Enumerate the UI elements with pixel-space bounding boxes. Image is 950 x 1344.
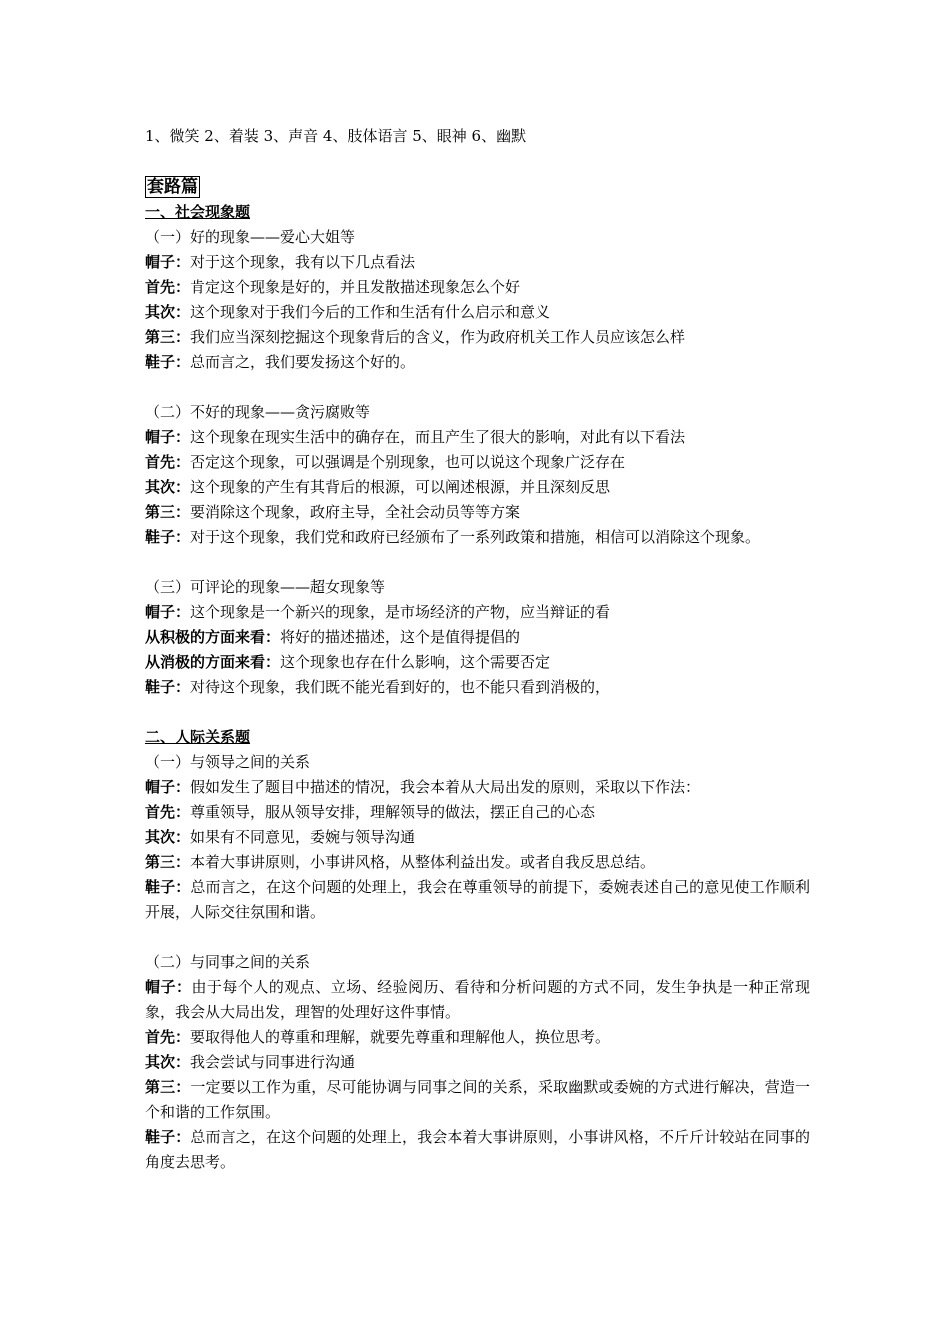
row-label: 第三： [145, 503, 191, 521]
outline-row [145, 975, 810, 1025]
row-text: 这个现象在现实生活中的确存在，而且产生了很大的影响，对此有以下看法 [190, 428, 686, 446]
row-text: 我们应当深刻挖掘这个现象背后的含义，作为政府机关工作人员应该怎么样 [190, 328, 686, 346]
row-label: 鞋子： [145, 678, 191, 696]
row-label: 帽子： [145, 603, 191, 621]
outline-row [145, 800, 810, 825]
row-label: 鞋子： [145, 1128, 191, 1146]
row-text: 这个现象对于我们今后的工作和生活有什么启示和意义 [190, 303, 551, 321]
outline-row [145, 250, 810, 275]
row-text: 由于每个人的观点、立场、经验阅历、看待和分析问题的方式不同，发生争执是一种正常现象，我会从大局出发，理智的处理好这件事情。 [145, 978, 810, 1021]
row-label: 帽子： [145, 778, 191, 796]
row-label: 从积极的方面来看： [145, 628, 281, 646]
outline-row [145, 625, 810, 650]
subsection-heading: （一）与领导之间的关系 [145, 753, 311, 771]
category-heading: 二、人际关系题 [145, 728, 251, 746]
row-label: 从消极的方面来看： [145, 653, 281, 671]
row-label: 鞋子： [145, 528, 191, 546]
row-text: 肯定这个现象是好的，并且发散描述现象怎么个好 [190, 278, 521, 296]
outline-row [145, 1075, 810, 1125]
outline-row [145, 1125, 810, 1175]
section-title: 套路篇 [147, 177, 198, 197]
row-text: 尊重领导，服从领导安排，理解领导的做法，摆正自己的心态 [190, 803, 596, 821]
row-text: 这个现象也存在什么影响，这个需要否定 [280, 653, 551, 671]
outline-row [145, 450, 810, 475]
row-label: 第三： [145, 853, 191, 871]
row-text: 假如发生了题目中描述的情况，我会本着从大局出发的原则，采取以下作法： [190, 778, 701, 796]
intro-line: 1、微笑 2、着装 3、声音 4、肢体语言 5、眼神 6、幽默 [145, 127, 527, 145]
row-text: 总而言之，在这个问题的处理上，我会本着大事讲原则，小事讲风格，不斤斤计较站在同事的角度去思考。 [145, 1128, 810, 1171]
outline-row [145, 850, 810, 875]
row-text: 我会尝试与同事进行沟通 [190, 1053, 356, 1071]
outline-row [145, 825, 810, 850]
category-heading: 一、社会现象题 [145, 203, 251, 221]
row-text: 要取得他人的尊重和理解，就要先尊重和理解他人，换位思考。 [190, 1028, 611, 1046]
outline-row [145, 275, 810, 300]
subsection-heading: （三）可评论的现象——超女现象等 [145, 578, 386, 596]
outline-row [145, 525, 810, 550]
row-text: 将好的描述描述，这个是值得提倡的 [280, 628, 521, 646]
row-label: 其次： [145, 1053, 191, 1071]
row-label: 首先： [145, 453, 191, 471]
outline-row [145, 350, 810, 375]
row-label: 其次： [145, 303, 191, 321]
outline-row [145, 650, 810, 675]
blank-line [145, 375, 810, 400]
outline-row [145, 425, 810, 450]
row-label: 帽子： [145, 428, 191, 446]
outline-row [145, 500, 810, 525]
row-label: 其次： [145, 828, 191, 846]
row-text: 否定这个现象，可以强调是个别现象，也可以说这个现象广泛存在 [190, 453, 626, 471]
row-text: 总而言之，在这个问题的处理上，我会在尊重领导的前提下，委婉表述自己的意见使工作顺利开展，人际交往氛围和谐。 [145, 878, 810, 921]
row-text: 本着大事讲原则，小事讲风格，从整体利益出发。或者自我反思总结。 [190, 853, 656, 871]
row-label: 首先： [145, 803, 191, 821]
row-label: 鞋子： [145, 353, 191, 371]
outline-row [145, 875, 810, 925]
outline-row [145, 300, 810, 325]
row-text: 这个现象的产生有其背后的根源，可以阐述根源，并且深刻反思 [190, 478, 611, 496]
row-text: 对于这个现象，我有以下几点看法 [190, 253, 416, 271]
document-body [145, 200, 810, 1175]
row-text: 一定要以工作为重，尽可能协调与同事之间的关系，采取幽默或委婉的方式进行解决，营造一个和谐的工作氛围。 [145, 1078, 810, 1121]
row-label: 帽子： [145, 978, 192, 996]
outline-row [145, 775, 810, 800]
row-text: 对于这个现象，我们党和政府已经颁布了一系列政策和措施，相信可以消除这个现象。 [190, 528, 761, 546]
row-text: 这个现象是一个新兴的现象，是市场经济的产物，应当辩证的看 [190, 603, 611, 621]
outline-row [145, 475, 810, 500]
row-label: 首先： [145, 1028, 191, 1046]
outline-row [145, 325, 810, 350]
row-label: 第三： [145, 1078, 191, 1096]
blank-line [145, 700, 810, 725]
blank-line [145, 925, 810, 950]
row-label: 帽子： [145, 253, 191, 271]
row-text: 如果有不同意见，委婉与领导沟通 [190, 828, 416, 846]
row-label: 其次： [145, 478, 191, 496]
row-text: 总而言之，我们要发扬这个好的。 [190, 353, 416, 371]
row-label: 第三： [145, 328, 191, 346]
row-text: 要消除这个现象，政府主导，全社会动员等等方案 [190, 503, 521, 521]
blank-line [145, 550, 810, 575]
document-page [145, 124, 810, 1175]
subsection-heading: （一）好的现象——爱心大姐等 [145, 228, 356, 246]
spacer [145, 149, 810, 174]
outline-row [145, 1025, 810, 1050]
subsection-heading: （二）与同事之间的关系 [145, 953, 311, 971]
row-label: 首先： [145, 278, 191, 296]
outline-row [145, 675, 810, 700]
outline-row [145, 1050, 810, 1075]
row-label: 鞋子： [145, 878, 191, 896]
outline-row [145, 600, 810, 625]
row-text: 对待这个现象，我们既不能光看到好的，也不能只看到消极的， [190, 678, 611, 696]
subsection-heading: （二）不好的现象——贪污腐败等 [145, 403, 371, 421]
